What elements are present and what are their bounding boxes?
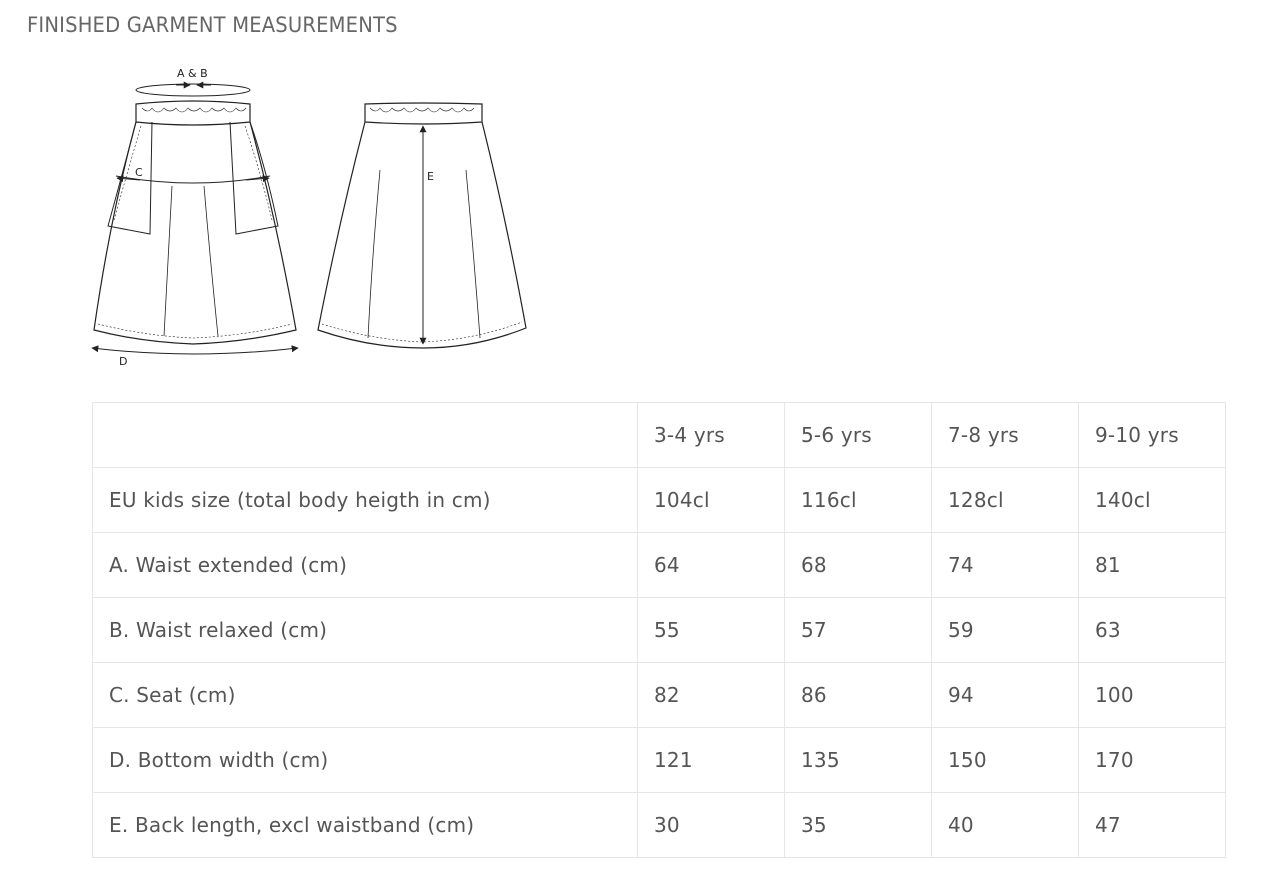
front-waistband bbox=[136, 101, 250, 125]
front-body-outline bbox=[94, 122, 296, 344]
front-view bbox=[92, 84, 298, 354]
table-cell: 104cl bbox=[638, 468, 785, 533]
table-cell: 128cl bbox=[932, 468, 1079, 533]
measurements-table bbox=[92, 402, 1226, 858]
row-label: C. Seat (cm) bbox=[93, 663, 638, 728]
table-cell: 35 bbox=[785, 793, 932, 858]
skirt-drawing-svg bbox=[80, 58, 540, 376]
table-header-row bbox=[93, 403, 1226, 468]
table-row bbox=[93, 793, 1226, 858]
table-cell: 64 bbox=[638, 533, 785, 598]
row-label: B. Waist relaxed (cm) bbox=[93, 598, 638, 663]
table-cell: 57 bbox=[785, 598, 932, 663]
table-cell: 121 bbox=[638, 728, 785, 793]
row-label: EU kids size (total body heigth in cm) bbox=[93, 468, 638, 533]
row-label: E. Back length, excl waistband (cm) bbox=[93, 793, 638, 858]
table-cell: 100 bbox=[1079, 663, 1226, 728]
row-label: D. Bottom width (cm) bbox=[93, 728, 638, 793]
row-label: A. Waist extended (cm) bbox=[93, 533, 638, 598]
header-size-3-4: 3-4 yrs bbox=[638, 403, 785, 468]
header-size-7-8: 7-8 yrs bbox=[932, 403, 1079, 468]
page-title: FINISHED GARMENT MEASUREMENTS bbox=[27, 13, 398, 37]
header-size-5-6: 5-6 yrs bbox=[785, 403, 932, 468]
back-body-outline bbox=[318, 122, 526, 348]
bottom-width-measure-line bbox=[92, 348, 298, 354]
table-row bbox=[93, 728, 1226, 793]
table-cell: 63 bbox=[1079, 598, 1226, 663]
table-cell: 116cl bbox=[785, 468, 932, 533]
table-row bbox=[93, 663, 1226, 728]
table-row bbox=[93, 533, 1226, 598]
waist-measure-line bbox=[136, 84, 250, 96]
header-empty-cell bbox=[93, 403, 638, 468]
label-d: D bbox=[119, 355, 128, 368]
table-cell: 40 bbox=[932, 793, 1079, 858]
header-size-9-10: 9-10 yrs bbox=[1079, 403, 1226, 468]
table-cell: 59 bbox=[932, 598, 1079, 663]
table-cell: 170 bbox=[1079, 728, 1226, 793]
table-cell: 30 bbox=[638, 793, 785, 858]
table-cell: 135 bbox=[785, 728, 932, 793]
table-cell: 150 bbox=[932, 728, 1079, 793]
table-cell: 47 bbox=[1079, 793, 1226, 858]
table-cell: 68 bbox=[785, 533, 932, 598]
label-e: E bbox=[427, 170, 434, 183]
table-cell: 55 bbox=[638, 598, 785, 663]
table-cell: 140cl bbox=[1079, 468, 1226, 533]
table-cell: 81 bbox=[1079, 533, 1226, 598]
table-cell: 74 bbox=[932, 533, 1079, 598]
back-waistband bbox=[365, 103, 482, 124]
table-row bbox=[93, 598, 1226, 663]
table-row bbox=[93, 468, 1226, 533]
table-cell: 94 bbox=[932, 663, 1079, 728]
label-a-b: A & B bbox=[177, 67, 208, 80]
table-cell: 82 bbox=[638, 663, 785, 728]
back-view bbox=[318, 103, 526, 348]
label-c: C bbox=[135, 166, 143, 179]
table-cell: 86 bbox=[785, 663, 932, 728]
skirt-technical-drawing bbox=[80, 58, 540, 376]
